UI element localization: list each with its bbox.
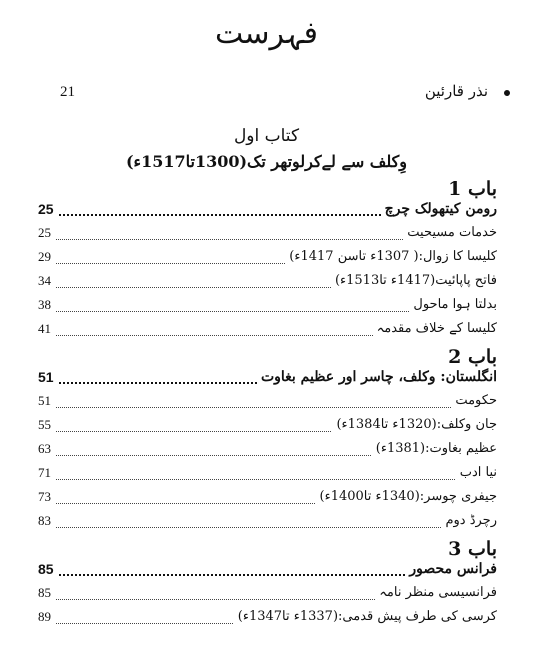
toc-entry-label: کرسی کی طرف پیش قدمی:(1337ء تا1347ء)	[234, 609, 497, 624]
page-title: فہرست	[214, 16, 319, 51]
toc-entry-label: کلیسا کا زوال:( 1307ء تاسن 1417ء)	[285, 249, 497, 264]
book-title: کتاب اول	[233, 126, 300, 146]
toc-entry-row[interactable]	[38, 393, 497, 415]
chapter-title: فرانس محصور	[405, 561, 497, 577]
toc-page-number: 71	[38, 465, 55, 481]
book-subtitle: وِکلف سے لےکرلوتھر تک(1300تا1517ء)	[125, 152, 407, 171]
toc-entry-row[interactable]	[38, 465, 497, 487]
chapter-title: رومن کیتھولک چرچ	[381, 201, 497, 217]
toc-page-number: 25	[38, 201, 58, 217]
toc-intro-row[interactable]	[60, 82, 510, 106]
bullet-icon	[504, 90, 510, 96]
toc-entry-row[interactable]	[38, 585, 497, 607]
toc-entry-label: بدلتا ہوا ماحول	[409, 297, 497, 312]
chapter-title-row[interactable]	[38, 561, 497, 583]
toc-page-number: 89	[38, 609, 55, 625]
toc-entry-row[interactable]	[38, 609, 497, 631]
toc-page-number: 85	[38, 585, 55, 601]
toc-entry-row[interactable]	[38, 321, 497, 343]
toc-page-number: 21	[60, 84, 75, 100]
dot-leader	[38, 479, 497, 480]
toc-page-number: 25	[38, 225, 55, 241]
toc-entry-label: عظیم بغاوت:(1381ء)	[372, 441, 497, 456]
toc-entry-row[interactable]	[38, 297, 497, 319]
toc-page-number: 55	[38, 417, 55, 433]
toc-page-number: 29	[38, 249, 55, 265]
toc-page-number: 85	[38, 561, 58, 577]
toc-page-number: 63	[38, 441, 55, 457]
toc-entry-label: حکومت	[451, 393, 497, 408]
toc-page-number: 51	[38, 369, 58, 385]
toc-entry-row[interactable]	[38, 225, 497, 247]
toc-entry-label: فرانسیسی منظر نامہ	[375, 585, 497, 600]
toc-entry-label: جیفری چوسر:(1340ء تا1400ء)	[316, 489, 498, 504]
toc-page-number: 38	[38, 297, 55, 313]
toc-entry-label: خدمات مسیحیت	[403, 225, 497, 240]
toc-entry-row[interactable]	[38, 441, 497, 463]
toc-entry-label: جان وکلف:(1320ء تا1384ء)	[332, 417, 497, 432]
chapter-label: باب 3	[448, 538, 497, 560]
toc-entry-row[interactable]	[38, 273, 497, 295]
chapter-title: انگلستان: وکلف، چاسر اور عظیم بغاوت	[257, 369, 497, 385]
toc-entry-row[interactable]	[38, 417, 497, 439]
toc-entry-label: نیا ادب	[456, 465, 497, 480]
chapter-title-row[interactable]	[38, 369, 497, 391]
toc-entry-label: نذر قارئین	[424, 82, 488, 100]
toc-page-number: 51	[38, 393, 55, 409]
toc-entry-label: رچرڈ دوم	[441, 513, 497, 528]
toc-page-number: 83	[38, 513, 55, 529]
dot-leader	[38, 407, 497, 408]
toc-entry-label: کلیسا کے خلاف مقدمہ	[373, 321, 497, 336]
toc-entry-row[interactable]	[38, 489, 497, 511]
dot-leader	[38, 527, 497, 528]
toc-page-number: 73	[38, 489, 55, 505]
chapter-title-row[interactable]	[38, 201, 497, 223]
toc-page-number: 41	[38, 321, 55, 337]
toc-entry-row[interactable]	[38, 513, 497, 535]
chapter-label: باب 1	[448, 178, 497, 200]
toc-entry-row[interactable]	[38, 249, 497, 271]
toc-entry-label: فاتح پاپائیت(1417ء تا1513ء)	[331, 273, 497, 288]
toc-page-number: 34	[38, 273, 55, 289]
chapter-label: باب 2	[448, 346, 497, 368]
